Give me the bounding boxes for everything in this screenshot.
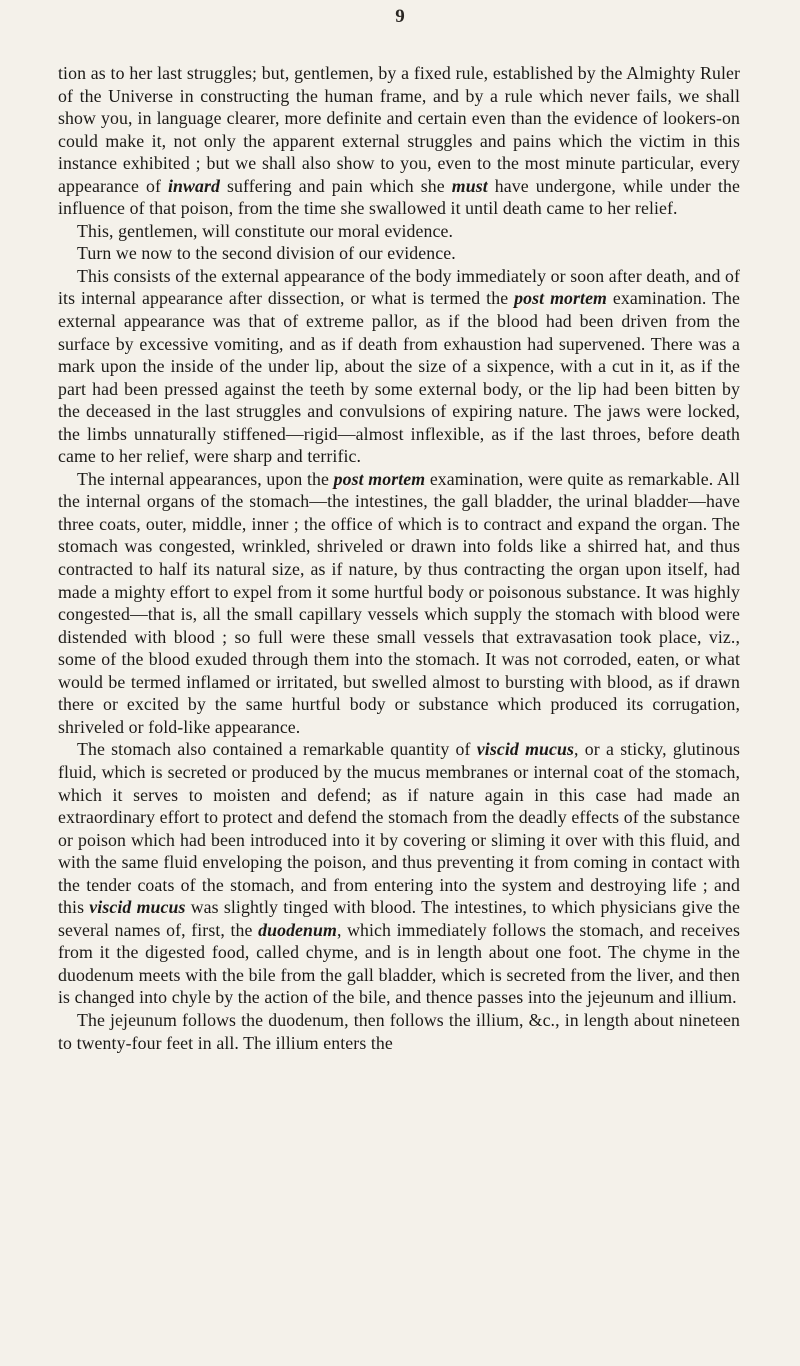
text-run: was slightly tinged with blood. The intestines, to which physicians give the several names of, first, the: [58, 897, 740, 940]
text-run: This consists of the external appearance of the body immediately or soon after death, and of its internal appearance after dissection, or what is termed the: [58, 265, 740, 309]
page-number: 9: [395, 6, 405, 27]
text-run: , which immediately follows the stomach, and receives from it the digested food, called chyme, and is in length about one foot. The chyme in the duodenum meets with the bile from the gall bladder, which is secreted from the liver, and then is changed into chyle by the action of the bile, and thence passes into the jejeunum and illium.: [58, 919, 741, 1008]
text-run: This, gentlemen, will constitute our moral evidence.: [77, 220, 454, 241]
text-run: , or a sticky, glutinous fluid, which is secreted or produced by the mucus membranes or internal coat of the stomach, which it serves to moisten and defend; as if nature again in this case had made an extraordinary effort to protect and defend the stomach from the deadly effects of the substance or poison which had been introduced into it by covering or sliming it over with this fluid, and with the same fluid enveloping the poison, and thus preventing it from coming in contact with the tender coats of the stomach, and from entering into the system and destroying life ; and this: [58, 739, 740, 918]
italic-term: viscid mucus: [476, 739, 574, 760]
paragraph-p5: [58, 468, 740, 739]
italic-term: viscid mucus: [89, 897, 186, 918]
paragraph-p1: [58, 62, 740, 220]
italic-term: inward: [167, 175, 220, 196]
text-run: suffering and pain which she: [219, 175, 452, 196]
italic-term: must: [451, 175, 488, 196]
paragraph-p7: [58, 1009, 740, 1054]
text-run: have undergone, while under the influence of that poison, from the time she swallowed it until death came to her relief.: [58, 175, 740, 219]
italic-term: post mortem: [514, 288, 607, 309]
italic-term: duodenum: [258, 919, 337, 940]
text-run: The stomach also contained a remarkable quantity of: [77, 739, 477, 760]
italic-term: post mortem: [333, 468, 426, 489]
text-run: tion as to her last struggles; but, gentlemen, by a fixed rule, established by the Almighty Ruler of the Universe in constructing the human frame, and by a rule which never fails, we shall show you, in language clearer, more definite and certain even than the evidence of lookers-on could make it, not only the apparent external struggles and pains which the victim in this instance exhibited ; but we shall also show to you, even to the most minute particular, every appearance of: [58, 63, 740, 196]
paragraph-p2: [58, 220, 740, 243]
text-run: Turn we now to the second division of our evidence.: [77, 243, 456, 264]
paragraph-p3: [58, 242, 740, 265]
paragraph-p6: [58, 738, 740, 1009]
body-text: [58, 62, 740, 1054]
text-run: The jejeunum follows the duodenum, then follows the illium, &c., in length about nineteen to twenty-four feet in all. The illium enters the: [58, 1009, 740, 1053]
text-run: examination, were quite as remarkable. All the internal organs of the stomach—the intestines, the gall bladder, the urinal bladder—have three coats, outer, middle, inner ; the office of which is to contract and expand the organ. The stomach was congested, wrinkled, shriveled or drawn into folds like a shirred hat, and thus contracted to half its natural size, as if nature, by thus contracting the organ upon itself, had made a mighty effort to expel from it some hurtful body or poisonous substance. It was highly congested—that is, all the small capillary vessels which supply the stomach with blood were distended with blood ; so full were these small vessels that extravasation took place, viz., some of the blood exuded through them into the stomach. It was not corroded, eaten, or what would be termed inflamed or irritated, but swelled almost to bursting with blood, as if drawn there or excited by the same hurtful body or substance which produced its corrugation, shriveled or fold-like appearance.: [58, 468, 740, 737]
text-run: The internal appearances, upon the: [77, 468, 334, 489]
paragraph-p4: [58, 265, 740, 468]
text-run: examination. The external appearance was that of extreme pallor, as if the blood had been driven from the surface by excessive vomiting, and as if death from exhaustion had supervened. There was a mark upon the inside of the under lip, about the size of a sixpence, with a cut in it, as if the part had been pressed against the teeth by some external body, or the lip had been bitten by the deceased in the last struggles and convulsions of expiring nature. The jaws were locked, the limbs unnaturally stiffened—rigid—almost inflexible, as if the last throes, before death came to her relief, were sharp and terrific.: [58, 288, 740, 467]
